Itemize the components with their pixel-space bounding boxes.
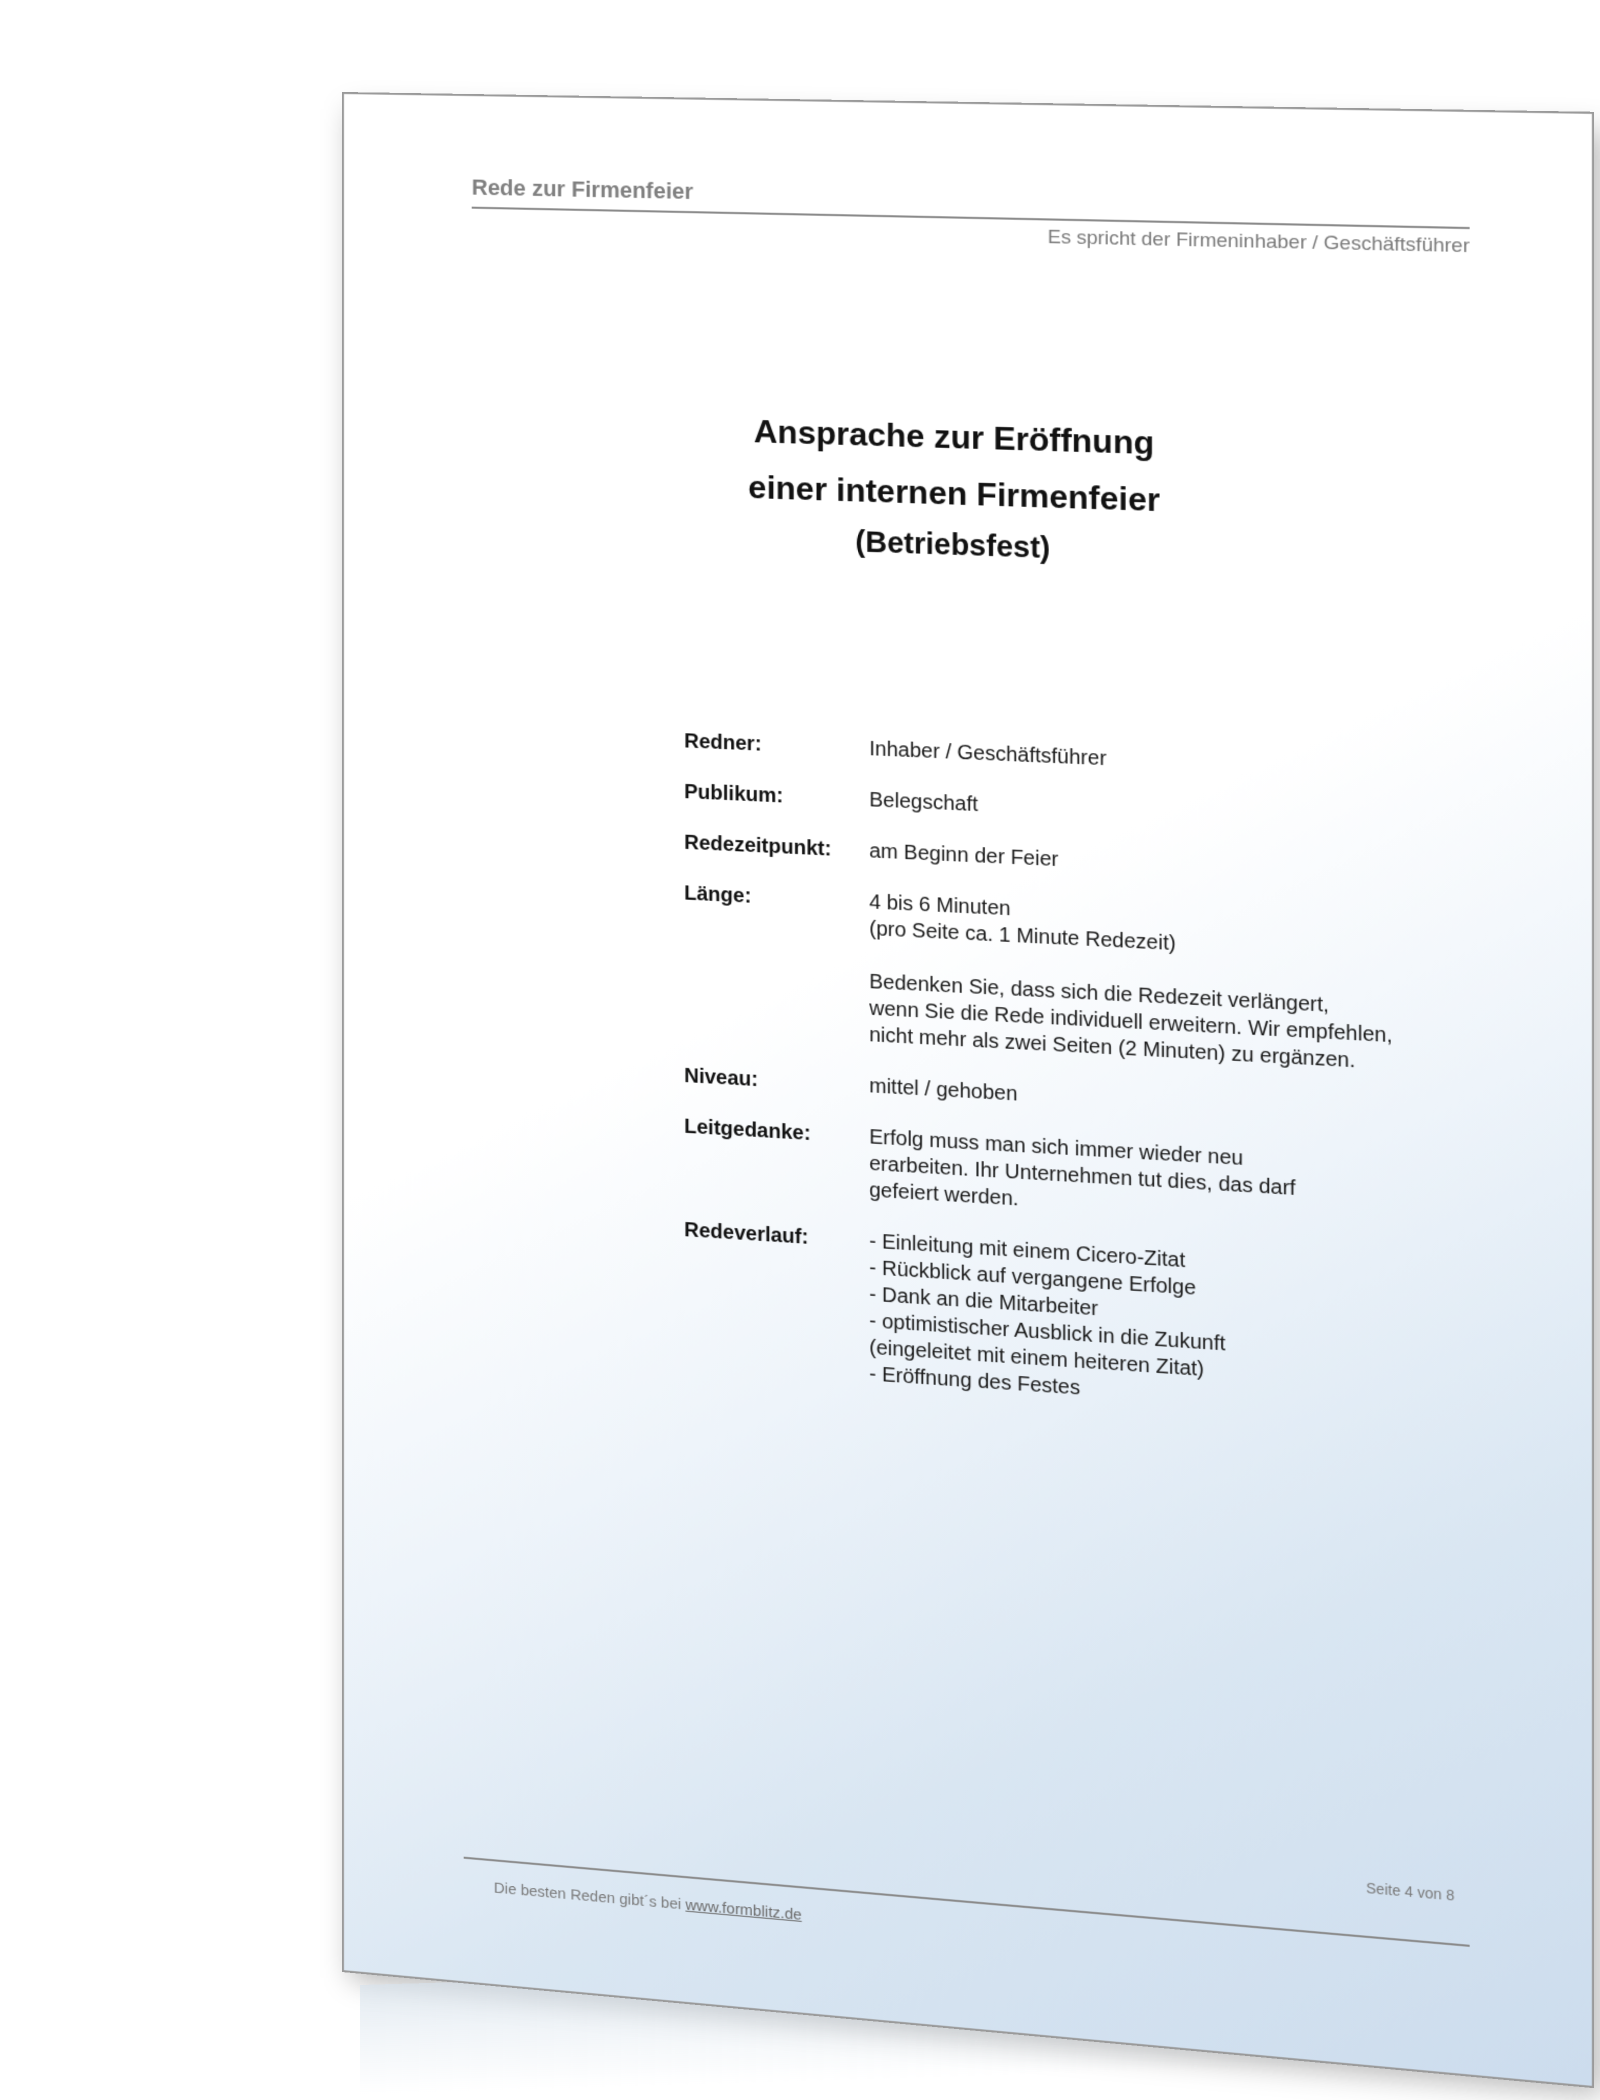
info-value: - Einleitung mit einem Cicero-Zitat - Rückblick auf vergangene Erfolge - Dank an die Mitarbeiter - optimistischer Ausblick in die Zukunft (eingeleitet mit einem heiteren Zitat) - Eröffnung des Festes	[869, 1230, 1226, 1400]
info-label: Niveau:	[684, 1064, 759, 1092]
info-row-redezeitpunkt	[684, 830, 1485, 894]
info-row-laenge	[684, 880, 1485, 1081]
footer-text	[494, 1879, 802, 1924]
info-value: am Beginn der Feier	[869, 839, 1059, 872]
title-line-2: einer internen Firmenfeier	[748, 468, 1160, 519]
info-value-group	[869, 889, 1392, 1077]
footer-promo: Die besten Reden gibt´s bei	[493, 1879, 686, 1914]
info-label: Leitgedanke:	[684, 1115, 811, 1146]
info-label: Länge:	[684, 882, 752, 908]
document-page	[342, 92, 1594, 2088]
info-note: Bedenken Sie, dass sich die Redezeit verlängert, wenn Sie die Rede individuell erweitern. Wir empfehlen, nicht mehr als zwei Seiten (2 Minuten) zu ergänzen.	[869, 970, 1393, 1073]
info-row-publikum	[684, 779, 1485, 841]
info-value: Erfolg muss man sich immer wieder neu erarbeiten. Ihr Unternehmen tut dies, das darf gefeiert werden.	[869, 1126, 1296, 1211]
info-row-redeverlauf	[684, 1217, 1485, 1429]
header-divider	[472, 207, 1470, 229]
info-label: Redner:	[684, 730, 762, 756]
title-line-1: Ansprache zur Eröffnung	[753, 412, 1155, 462]
info-value: mittel / gehoben	[869, 1074, 1018, 1106]
info-value: Belegschaft	[869, 788, 978, 817]
speech-info-table	[684, 728, 1485, 1454]
info-label: Redezeitpunkt:	[684, 831, 832, 861]
document-title	[344, 392, 1592, 592]
info-row-redner	[684, 728, 1485, 788]
info-label: Redeverlauf:	[684, 1218, 809, 1249]
footer-link[interactable]: www.formblitz.de	[685, 1896, 802, 1924]
footer-page-number: Seite 4 von 8	[1366, 1879, 1455, 1904]
info-row-leitgedanke	[684, 1113, 1485, 1240]
info-label: Publikum:	[684, 780, 784, 808]
info-value: 4 bis 6 Minuten (pro Seite ca. 1 Minute Redezeit)	[869, 891, 1176, 956]
title-line-3: (Betriebsfest)	[855, 525, 1051, 566]
header-subtitle: Es spricht der Firmeninhaber / Geschäftsführer	[1047, 226, 1470, 258]
header-title: Rede zur Firmenfeier	[471, 174, 694, 205]
info-value: Inhaber / Geschäftsführer	[869, 737, 1107, 771]
